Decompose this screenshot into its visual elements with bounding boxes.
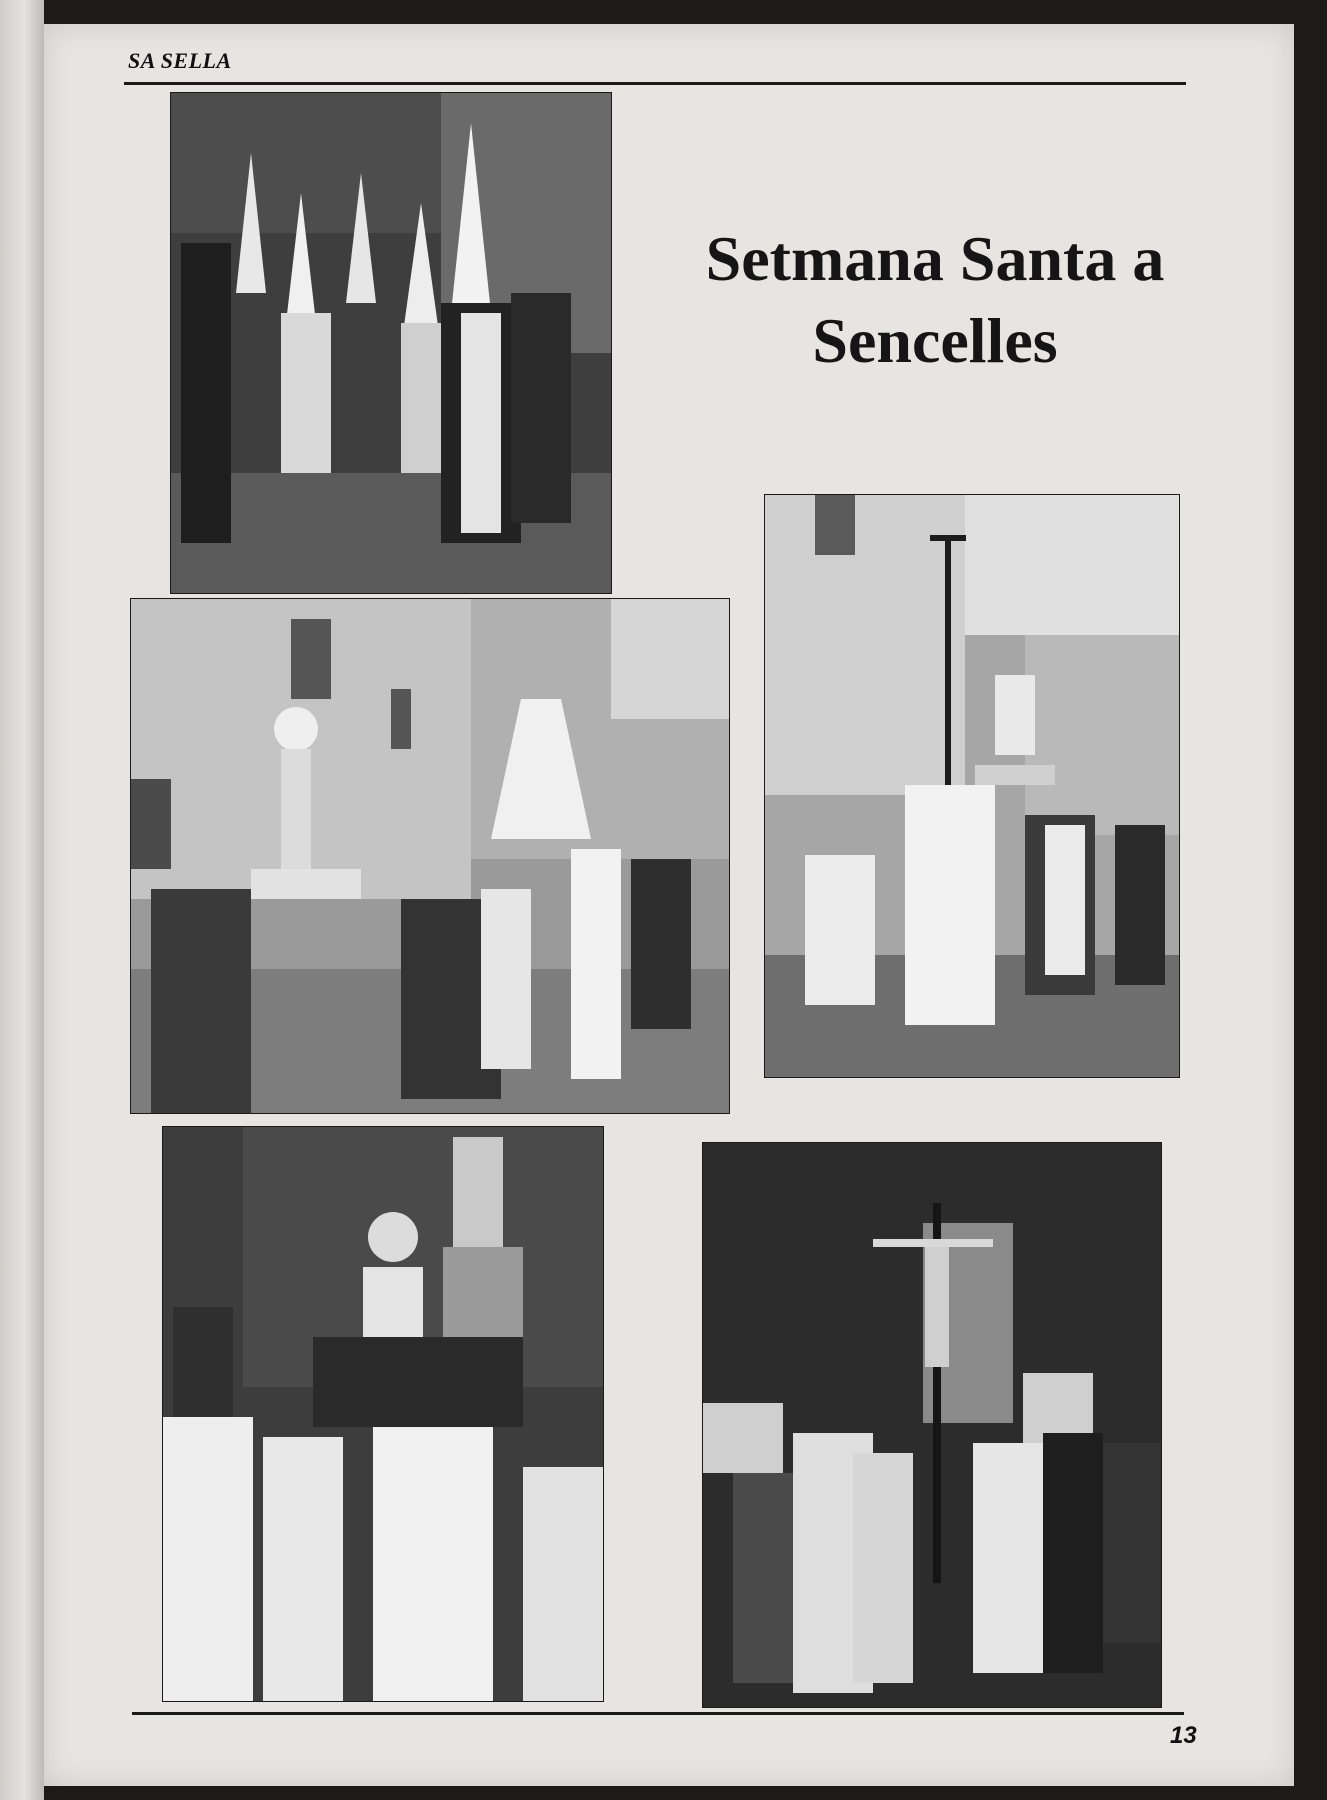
photo-crucifix bbox=[702, 1142, 1162, 1708]
photo-cross-procession bbox=[764, 494, 1180, 1078]
page-number: 13 bbox=[1170, 1722, 1197, 1749]
article-title bbox=[670, 218, 1200, 382]
photo-street-statues bbox=[130, 598, 730, 1114]
photo-banner-statue bbox=[162, 1126, 604, 1702]
running-head: SA SELLA bbox=[128, 48, 232, 73]
title-line-2: Sencelles bbox=[812, 305, 1058, 376]
photo-penitents bbox=[170, 92, 612, 594]
footer-rule bbox=[132, 1712, 1184, 1715]
binding-spine bbox=[0, 0, 44, 1800]
header-rule bbox=[124, 82, 1186, 85]
title-line-1: Setmana Santa a bbox=[705, 223, 1165, 294]
